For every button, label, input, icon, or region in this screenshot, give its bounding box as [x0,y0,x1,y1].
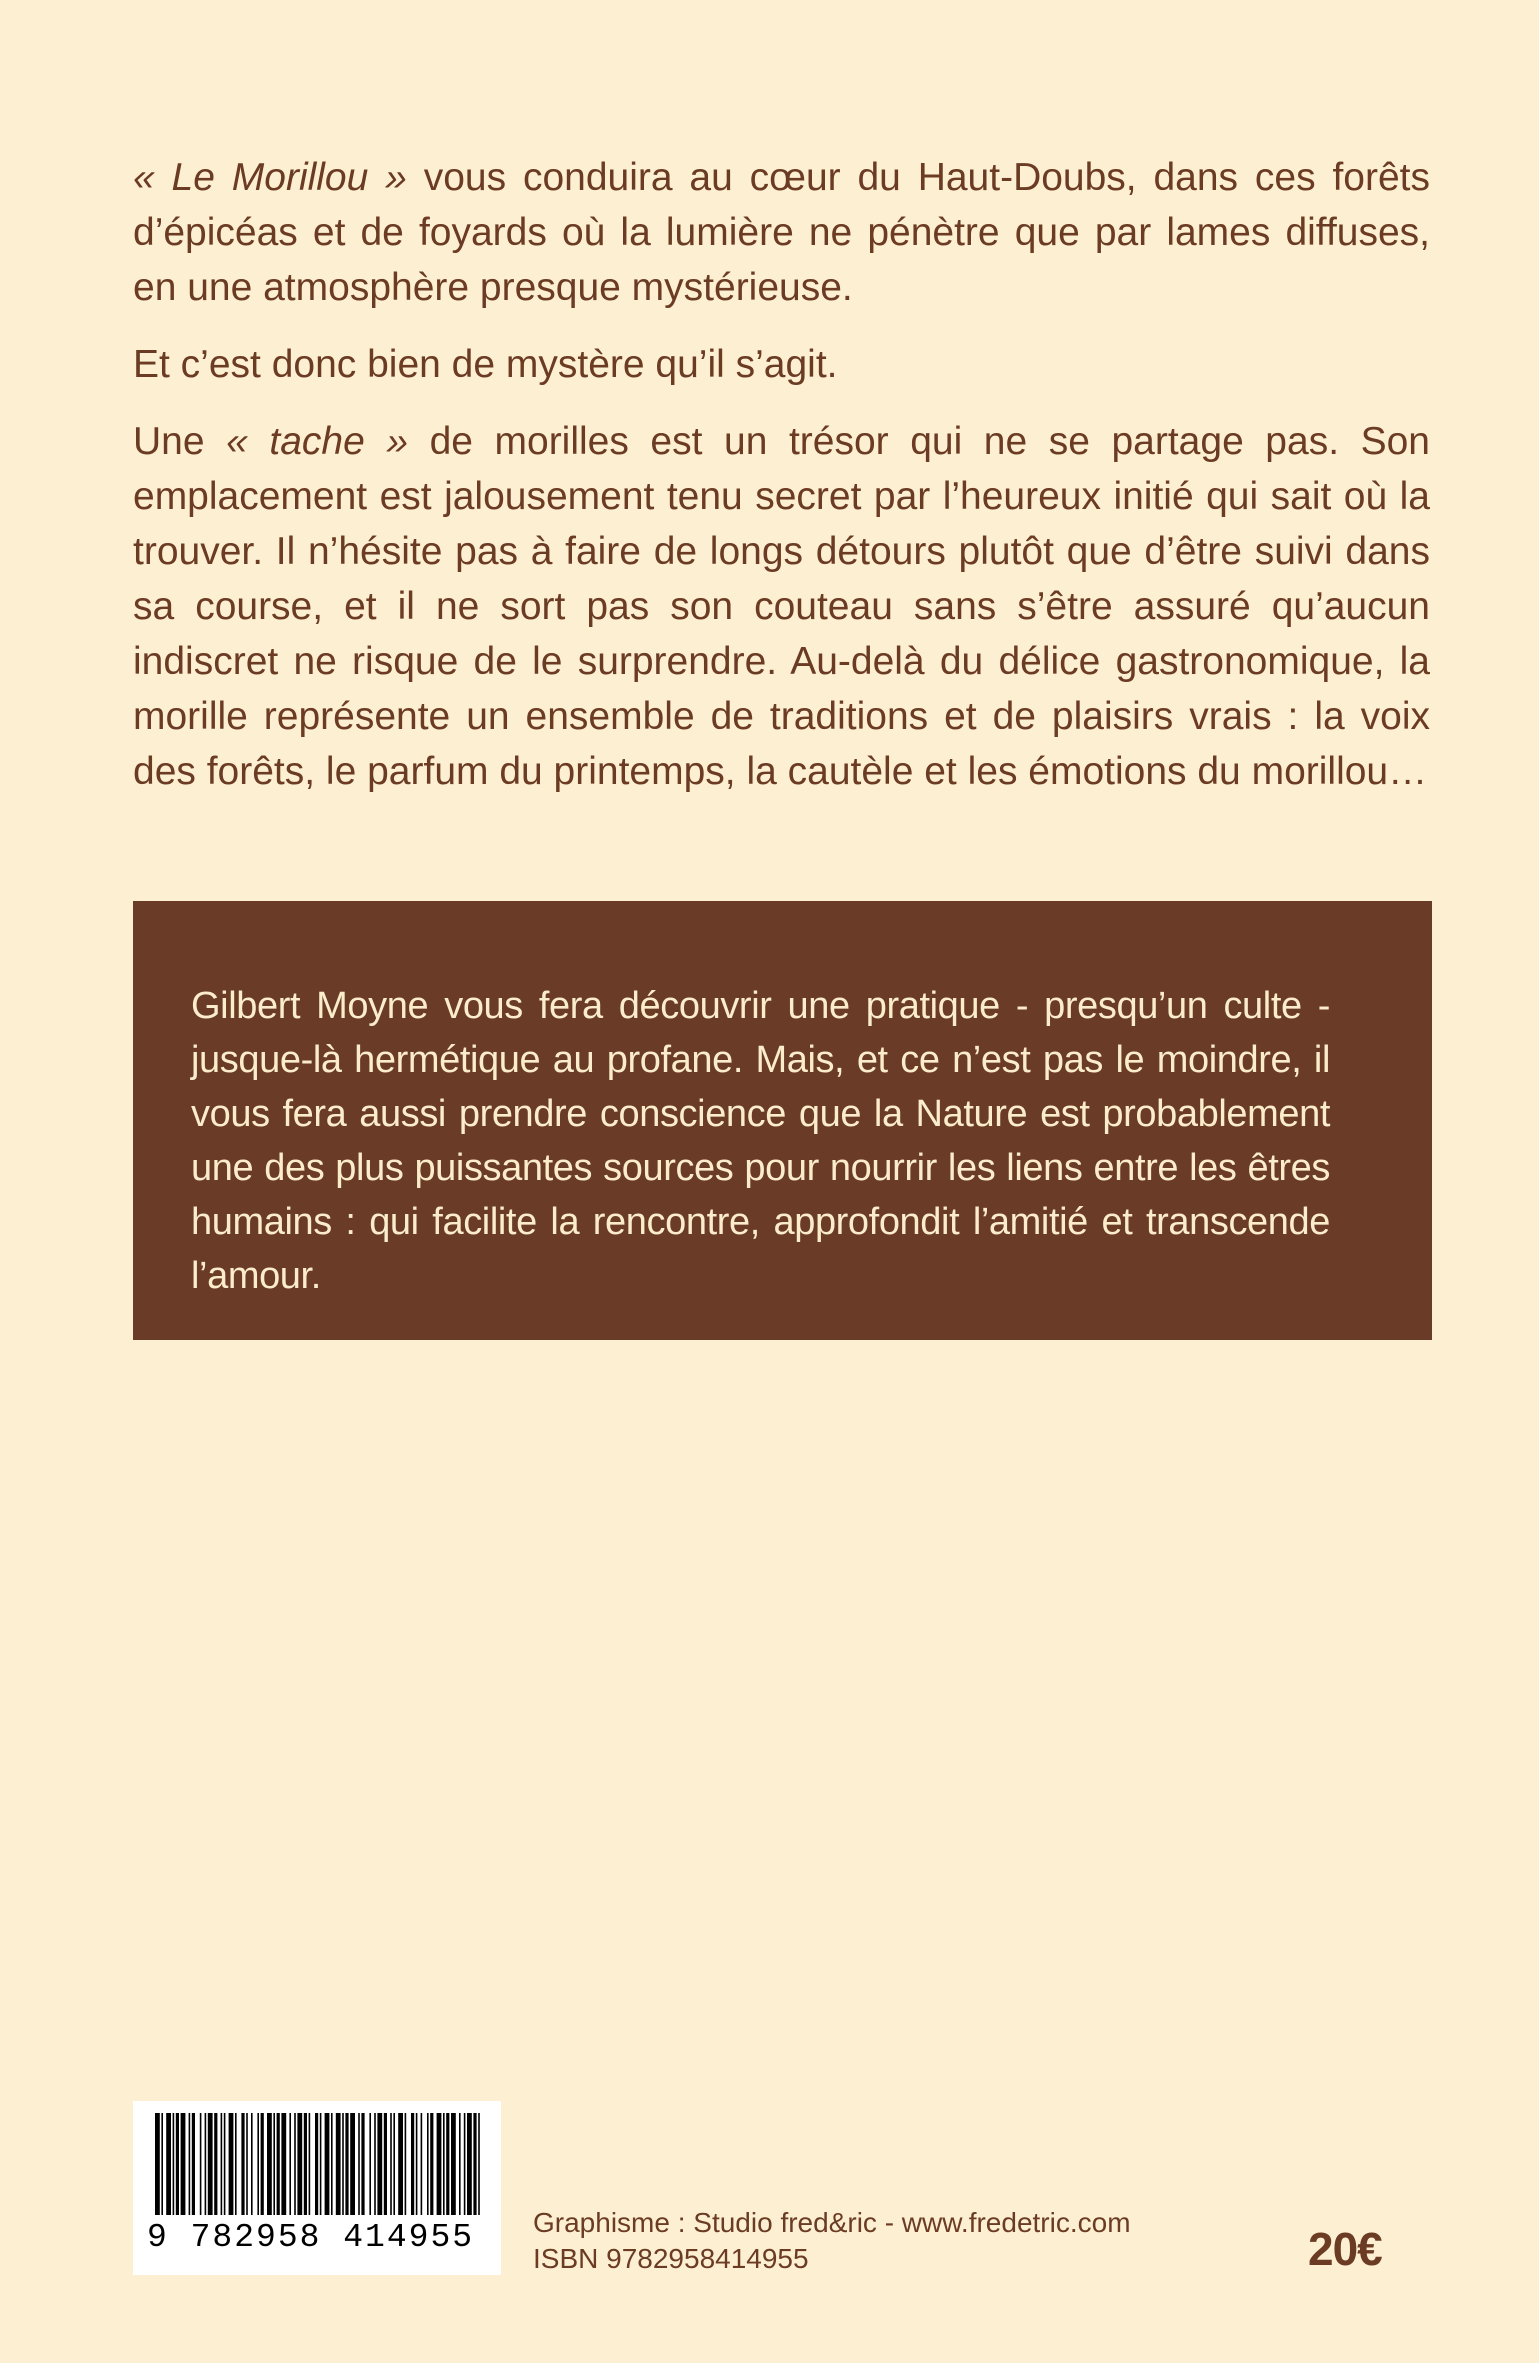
author-box [133,901,1432,1340]
barcode-bar [297,2113,302,2215]
barcode-bar [421,2113,423,2215]
barcode-bar [181,2113,186,2215]
barcode-bar [273,2113,275,2215]
barcode-bar [405,2113,407,2215]
barcode-bar [261,2113,264,2215]
barcode-bar [350,2113,355,2215]
barcode-bar [411,2113,414,2215]
barcode-bar [377,2113,382,2215]
barcode-bar [161,2113,163,2215]
barcode-bar [224,2113,226,2215]
barcode-bar [342,2113,344,2215]
intro-paragraph-3 [133,414,1430,799]
barcode-bar [294,2113,296,2215]
barcode-bar [451,2113,456,2215]
barcode-bar [331,2113,333,2215]
barcode-bar [208,2113,213,2215]
barcode-bar [192,2113,195,2215]
barcode-bar [200,2113,202,2215]
barcode-bar [315,2113,318,2215]
barcode-bar [257,2113,259,2215]
book-title-italic: « Le Morillou » [133,156,407,199]
barcode-bar [361,2113,364,2215]
barcode-bar [358,2113,360,2215]
barcode-bar [390,2113,392,2215]
barcode-bar [229,2113,234,2215]
barcode-bar [384,2113,387,2215]
barcode-bar [155,2113,160,2215]
barcode-bar [241,2113,244,2215]
barcode-bar [374,2113,376,2215]
barcode-bar [430,2113,433,2215]
tache-italic: « tache » [226,420,409,463]
barcode-bar [235,2113,237,2215]
barcode-bar [369,2113,371,2215]
barcode-bar [166,2113,171,2215]
barcode-bar [437,2113,442,2215]
credits [533,2205,1131,2277]
intro-paragraph-1-text: vous conduira au cœur du Haut-Doubs, dans ces forêts d’épicéas et de foyards où la lumière ne pénètre que par lames diffuses, en une atmosphère presque mystérieuse. [133,156,1430,309]
intro-text [133,150,1430,821]
barcode-bar [320,2113,322,2215]
price: 20€ [1308,2223,1382,2275]
barcode-bar [467,2113,472,2215]
barcode-bar [251,2113,253,2215]
barcode-bar [214,2113,217,2215]
barcode-bar [173,2113,175,2215]
barcode-bar [176,2113,179,2215]
isbn-line: ISBN 9782958414955 [533,2243,809,2274]
barcode-bar [336,2113,341,2215]
barcode-bar [221,2113,223,2215]
intro-paragraph-1 [133,150,1430,315]
author-box-text: Gilbert Moyne vous fera découvrir une pratique - presqu’un culte - jusque-là hermétique au profane. Mais, et ce n’est pas le moindre, il vous fera aussi prendre conscience que la Nature est probablement une des plus puissantes sources pour nourrir les liens entre les êtres humains : qui facilite la rencontre, approfondit l’amitié et transcende l’amour. [191,985,1330,1297]
barcode-bar [267,2113,272,2215]
barcode-bar [416,2113,418,2215]
barcode-bar [189,2113,191,2215]
barcode-bar [393,2113,395,2215]
barcode-digits: 9 782958 414955 [147,2219,475,2256]
barcode-bar [289,2113,291,2215]
barcode [133,2101,501,2275]
graphisme-credit: Graphisme : Studio fred&ric - www.fredetric.com [533,2207,1131,2238]
barcode-bar [309,2113,311,2215]
barcode-bar [345,2113,348,2215]
intro-paragraph-2: Et c’est donc bien de mystère qu’il s’agit. [133,343,838,386]
barcode-bar [304,2113,307,2215]
barcode-bar [459,2113,461,2215]
barcode-bar [464,2113,466,2215]
barcode-bar [325,2113,330,2215]
barcode-bar [398,2113,403,2215]
barcode-bar [446,2113,449,2215]
barcode-bar [205,2113,207,2215]
barcode-bar [427,2113,429,2215]
barcode-bar [443,2113,445,2215]
barcode-bar [281,2113,286,2215]
intro-paragraph-3-text: de morilles est un trésor qui ne se partage pas. Son emplacement est jalousement tenu secret par l’heureux initié qui sait où la trouver. Il n’hésite pas à faire de longs détours plutôt que d’être suivi dans sa course, et il ne sort pas son couteau sans s’être assuré qu’aucun indiscret ne risque de le surprendre. Au-delà du délice gastronomique, la morille représente un ensemble de traditions et de plaisirs vrais : la voix des forêts, le parfum du printemps, la cautèle et les émotions du morillou… [133,420,1430,793]
barcode-bar [246,2113,248,2215]
intro-paragraph-3-start: Une [133,420,227,463]
barcode-bar [473,2113,476,2215]
barcode-bar [478,2113,480,2215]
barcode-bar [277,2113,280,2215]
